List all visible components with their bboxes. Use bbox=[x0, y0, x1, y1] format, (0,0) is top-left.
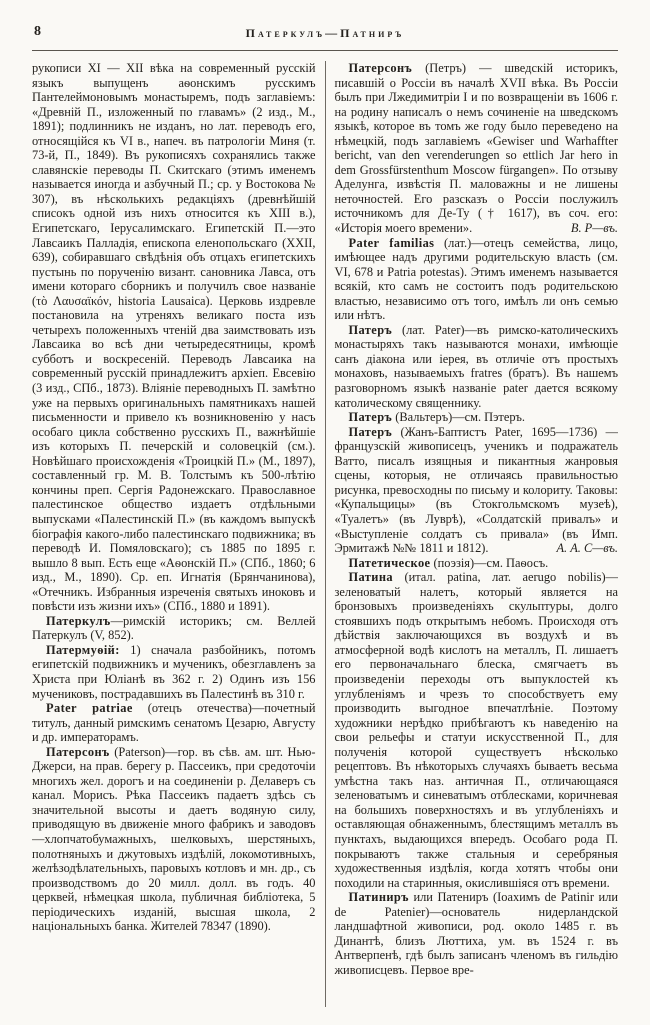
entry-text: (лат. Pater)—въ римско-католическихъ монастыряхъ такъ называются монахи, имѣющіе санъ діакона или іерея, въ отличіе отъ простыхъ монаховъ, называемыхъ fratres (братъ). Въ нашемъ разговорномъ языкѣ названіе pater дается всякому католическому священнику. bbox=[334, 322, 618, 410]
header-rule bbox=[32, 50, 618, 51]
entry-headword: Патеръ bbox=[348, 410, 393, 425]
entry-headword: Патиниръ bbox=[348, 890, 409, 905]
encyclopedia-entry bbox=[32, 745, 316, 934]
encyclopedia-entry bbox=[32, 643, 316, 701]
encyclopedia-entry bbox=[335, 61, 619, 236]
entry-headword: Патерсонъ bbox=[46, 744, 110, 759]
entry-signature: В. Р—въ. bbox=[570, 221, 618, 236]
encyclopedia-entry bbox=[32, 61, 316, 614]
encyclopedia-entry bbox=[335, 556, 619, 571]
encyclopedia-entry bbox=[335, 425, 619, 556]
entry-headword: Патеръ bbox=[348, 424, 393, 439]
encyclopedia-entry bbox=[32, 701, 316, 745]
entry-headword: Патермуѳій: bbox=[46, 642, 120, 657]
entry-text: (Вальтеръ)—см. Пэтеръ. bbox=[392, 410, 526, 425]
running-head bbox=[32, 24, 618, 46]
text-columns bbox=[32, 61, 618, 1007]
page-number: 8 bbox=[34, 24, 41, 39]
entry-headword: Патерсонъ bbox=[348, 61, 413, 75]
entry-text: (лат.)—отецъ семейства, лицо, имѣющее надъ другими родительскую власть (см. VI, 678 и Patria potestas). Этимъ именемъ называется всякій, кто самъ не состоитъ подъ родительскою властью, независимо отъ того, имѣлъ ли онъ семью или нѣтъ. bbox=[334, 235, 618, 323]
entry-text: (итал. patina, лат. aerugo nobilis)—зеленоватый налетъ, который является на бронзовыхъ произведеніяхъ скульптуры, долго стоявшихъ подъ открытымъ небомъ. Происходя отъ дѣйствія заключающихся въ воздухѣ и въ атмосферной водѣ кислотъ на металлъ, П. лишаетъ его первоначальнаго блеска, смягчаетъ въ произведеніи переходы отъ выпуклостей къ углубленіямъ и чрезъ то способствуетъ ему производить выгодное впечатлѣніе. Поэтому художники нерѣдко прибѣгаютъ къ наведенію на свои рельефы и статуи искусственной П., для полученія которой существуетъ нѣсколько рецептовъ. Въ нѣкоторыхъ случаяхъ бываетъ весьма умѣстна такъ наз. античная П., отличающаяся зеленоватымъ и синеватымъ отблесками, коричневая на большихъ поверхностяхъ и въ углубленіяхъ и оставляющая обнаженнымъ, блестящимъ металлъ въ пунктахъ, выдающихся впередъ. Особаго рода П. покрываютъ также стальныя и серебряныя художественныя издѣлія, когда хотятъ чтобы они походили на старинныя, окислившіяся отъ времени. bbox=[334, 570, 618, 890]
entry-headword: Патетическое bbox=[348, 555, 431, 570]
entry-text: —римскій историкъ; см. Веллей Патеркулъ (V, 852). bbox=[32, 613, 316, 643]
running-title: Патеркулъ—Патниръ bbox=[245, 26, 405, 40]
left-column bbox=[32, 61, 325, 1007]
encyclopedia-entry bbox=[335, 410, 619, 425]
encyclopedia-entry bbox=[335, 570, 619, 890]
entry-headword: Pater familias bbox=[348, 235, 435, 250]
encyclopedia-entry bbox=[335, 236, 619, 323]
entry-headword: Патеркулъ bbox=[46, 613, 111, 628]
entry-headword: Патеръ bbox=[348, 322, 393, 337]
entry-signature: А. А. С—въ. bbox=[556, 541, 618, 556]
entry-text: (Paterson)—гор. въ сѣв. ам. шт. Нью-Джерси, на прав. берегу р. Пассеикъ, при средоточіи многихъ жел. дорогъ и на соединеніи р. Делаверъ съ канал. Морисъ. Рѣка Пассеикъ падаетъ здѣсь съ значительной высоты и даетъ водяную силу, приводящую въ движеніе много фабрикъ и заводовъ—хлопчатобумажныхъ, шелковыхъ, шерстяныхъ, полотняныхъ и джутовыхъ издѣлій, локомотивныхъ, желѣзодѣлательныхъ, паровыхъ котловъ и мн. др., съ производствомъ до 20 милл. долл. въ годъ. 40 церквей, нѣмецкая школа, публичная библіотека, 5 періодическихъ изданій, высшая школа, 2 національныхъ банка. Жителей 78347 (1890). bbox=[32, 744, 316, 934]
entry-headword: Патина bbox=[348, 570, 393, 585]
entry-text: 1) сначала разбойникъ, потомъ египетскій подвижникъ и мученикъ, обезглавленъ за Христа при Юліанѣ въ 362 г. 2) Одинъ изъ 156 мучениковъ, пострадавшихъ въ Палестинѣ въ 310 г. bbox=[32, 642, 316, 701]
entry-text: (поэзія)—см. Паѳосъ. bbox=[430, 555, 549, 570]
right-column bbox=[326, 61, 619, 1007]
encyclopedia-entry bbox=[335, 323, 619, 410]
entry-text: (Жанъ-Баптистъ Pater, 1695—1736) — французскій живописецъ, ученикъ и подражатель Ватто, писалъ изящныя и пикантныя жанровыя сцены, которыя, не отличаясь правильностью рисунка, превосходны по письму и колориту. Таковы: «Купальщицы» (въ Стокгольмскомъ музеѣ), «Туалетъ» (въ Луврѣ), «Солдатскій привалъ» и «Выступленіе солдатъ съ привала» (въ Имп. Эрмитажѣ №№ 1811 и 1812). bbox=[334, 424, 618, 556]
entry-text: (отецъ отечества)—почетный титулъ, данный римскимъ сенатомъ Цезарю, Августу и др. императорамъ. bbox=[32, 701, 316, 745]
entry-text: или Патениръ (Іоахимъ de Patinir или de Patenier)—основатель нидерландской ландшафтной живописи, род. около 1485 г. въ Динантѣ, близъ Люттиха, ум. въ 1524 г. въ Антверпенѣ, гдѣ былъ записанъ членомъ въ гильдію живописцевъ. Первое вре- bbox=[334, 890, 618, 977]
entry-text: (Петръ) — шведскій историкъ, писавшій о Россіи въ началѣ XVII вѣка. Въ Россіи былъ при Лжедимитріи I и по возвращеніи въ 1606 г. на родину написалъ о немъ сочиненіе на шведскомъ языкѣ, которое въ томъ же году было переведено на нѣмецкій, подъ заглавіемъ «Gewiser und Warhaffter bericht, van den verenderungen so ettlich Jar hero in dem Grossfürstenthum Moscow fürgangen». По отзыву Аделунга, извѣстія П. маловажны и не лишены неточностей. Его разсказъ о Россіи послужилъ источникомъ для Де-Ту († 1617), въ соч. его: «Исторія моего времени». bbox=[334, 61, 618, 236]
encyclopedia-entry bbox=[335, 890, 619, 977]
entry-headword: Pater patriae bbox=[46, 701, 133, 716]
encyclopedia-entry bbox=[32, 614, 316, 643]
entry-text: рукописи XI — XII вѣка на современный русскій языкъ выпущенъ аѳонскимъ русскимъ Пантелеймоновымъ монастыремъ, подъ заглавіемъ: «Древній П., изложенный по главамъ» (2 изд., М., 1891); подлинникъ не изданъ, но лат. переводъ его, относящійся къ VI в., напеч. въ патрологіи Миня (т. 73-й, П., 1849). Въ рукописяхъ сохранялись также славянскіе переводы П. Скитскаго (этимъ именемъ называется иногда и азбучный П.; ср. у Востокова № 307), въ нѣсколькихъ редакціяхъ (древнѣйшій списокъ одной изъ нихъ относится къ XIII в.), Египетскаго, Іерусалимскаго. Египетскій П.—это Лавсаикъ Палладія, епископа еленопольскаго (XXII, 639), собиравшаго свѣдѣнія объ отцахъ египетскихъ пустынь по порученію визант. сановника Лавса, отъ имени котораго сборникъ и получилъ свое названіе (τὸ Λαυσαϊκόν, historia Lausaica). Церковь издревле постановила на утреняхъ великаго поста изъ четырехъ положенныхъ чтеній два заимствовать изъ Лавсаика во всѣ дни четыредесятницы, кромѣ субботъ и воскресеній. Переводъ Лавсаика на современный русскій принадлежитъ архіеп. Евсевію (3 изд., СПб., 1873). Вліяніе переводныхъ П. замѣтно уже на первыхъ оригинальныхъ памятникахъ нашей письменности и привело къ возникновенію у насъ особаго цикла собственно русскихъ П., важнѣйшіе изъ которыхъ П. печерскій и соловецкій (см.). Новѣйшаго происхожденія «Троицкій П.» (М., 1897), составленный гр. М. В. Толстымъ къ 500-лѣтію кончины преп. Сергія Радонежскаго. Православное палестинское общество издаетъ отдѣльными выпусками «Палестинскій П.» (въ каждомъ выпускѣ біографія какого-либо палестинскаго подвижника; въ переводѣ И. Помяловскаго); съ 1885 по 1895 г. вышло 8 вып. Есть еще «Аѳонскій П.» (СПб., 1860; 6 изд., М., 1890). Ср. еп. Игнатія (Брянчанинова), «Отечникъ. Избранныя изреченія святыхъ иноковъ и повѣсти изъ жизни ихъ» (СПб., 1880 и 1891). bbox=[32, 61, 316, 614]
